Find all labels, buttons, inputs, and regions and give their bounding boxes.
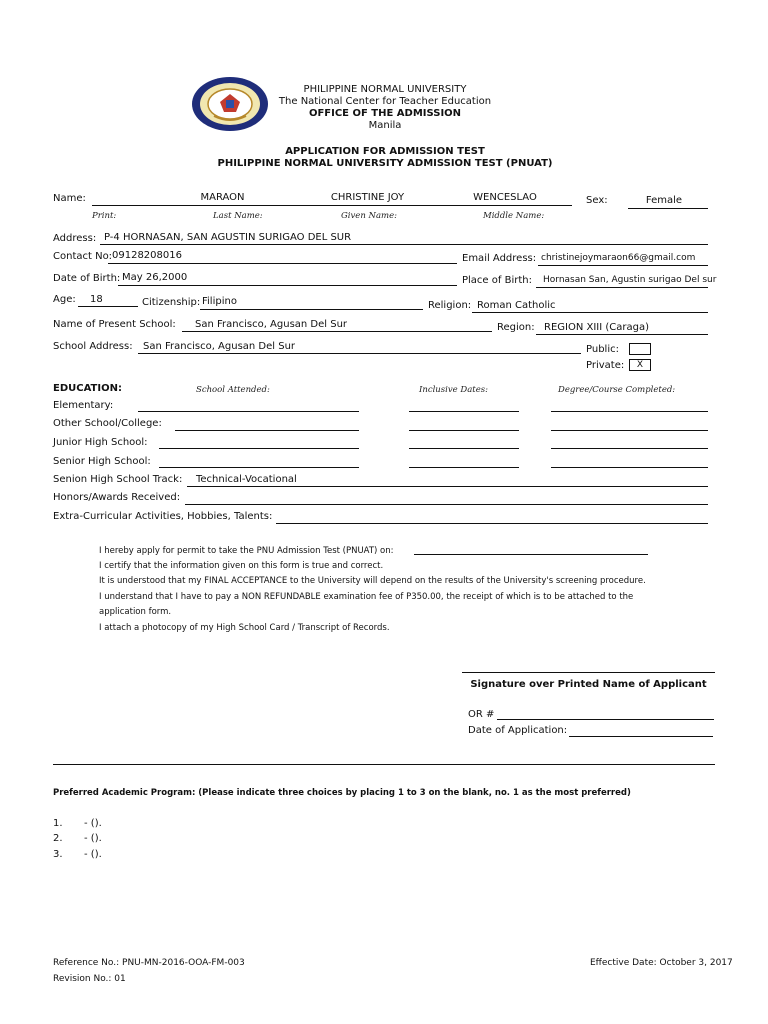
choice-text[interactable]: - (). [84,833,102,844]
education-row-label: Other School/College: [53,418,162,429]
given-name-label: Given Name: [341,211,397,221]
declaration-line: application form. [99,607,172,617]
declaration-line: I attach a photocopy of my High School Card / Transcript of Records. [99,623,390,633]
signature-label: Signature over Printed Name of Applicant [470,679,707,690]
form-title: APPLICATION FOR ADMISSION TEST [285,146,485,157]
private-label: Private: [586,360,625,371]
date-of-application-label: Date of Application: [468,725,568,736]
education-row-label: Junior High School: [53,437,148,448]
shs-track-label: Senion High School Track: [53,474,183,485]
region-label: Region: [497,322,535,333]
declaration-line: I understand that I have to pay a NON REFUNDABLE examination fee of P350.00, the receipt of which is to be attached to the [99,592,634,602]
school-value[interactable]: San Francisco, Agusan Del Sur [195,319,348,330]
age-label: Age: [53,294,76,305]
religion-value[interactable]: Roman Catholic [477,300,556,311]
form-subtitle: PHILIPPINE NORMAL UNIVERSITY ADMISSION TEST (PNUAT) [217,158,553,169]
address-label: Address: [53,233,97,244]
school-label: Name of Present School: [53,319,176,330]
choice-number: 2. [53,833,63,844]
extracurricular-label: Extra-Curricular Activities, Hobbies, Talents: [53,511,273,522]
effective-date: Effective Date: October 3, 2017 [590,958,733,968]
contact-value[interactable]: 09128208016 [112,250,182,261]
given-name-value[interactable]: CHRISTINE JOY [330,192,405,203]
revision-number: Revision No.: 01 [53,974,126,984]
name-label: Name: [53,193,86,204]
education-row-label: Senior High School: [53,456,151,467]
education-heading: EDUCATION: [53,383,122,394]
school-address-value[interactable]: San Francisco, Agusan Del Sur [143,341,296,352]
declaration-line: I hereby apply for permit to take the PNU Admission Test (PNUAT) on: [99,546,394,556]
address-value[interactable]: P-4 HORNASAN, SAN AGUSTIN SURIGAO DEL SUR [104,232,352,243]
last-name-label: Last Name: [213,211,263,221]
col-school-attended: School Attended: [196,385,270,395]
citizenship-value[interactable]: Filipino [202,296,237,307]
dob-value[interactable]: May 26,2000 [122,272,188,283]
middle-name-label: Middle Name: [483,211,545,221]
public-checkbox[interactable] [629,343,651,355]
private-checkbox[interactable]: X [629,359,651,371]
choice-number: 1. [53,818,63,829]
region-value[interactable]: REGION XIII (Caraga) [544,322,649,333]
citizenship-label: Citizenship: [142,297,201,308]
pob-label: Place of Birth: [462,275,532,286]
email-value[interactable]: christinejoymaraon66@gmail.com [541,253,696,263]
preferred-program-heading: Preferred Academic Program: (Please indicate three choices by placing 1 to 3 on the blank, no. 1 as the most preferred) [53,788,631,798]
reference-number: Reference No.: PNU-MN-2016-OOA-FM-003 [53,958,245,968]
or-number-label: OR # [468,709,495,720]
sex-value[interactable]: Female [645,195,683,206]
choice-text[interactable]: - (). [84,849,102,860]
choice-number: 3. [53,849,63,860]
shs-track-value[interactable]: Technical-Vocational [196,474,297,485]
sex-label: Sex: [586,195,608,206]
public-label: Public: [586,344,619,355]
col-inclusive-dates: Inclusive Dates: [419,385,488,395]
education-row-label: Elementary: [53,400,114,411]
city-name: Manila [368,120,402,131]
office-name: OFFICE OF THE ADMISSION [308,108,462,119]
declaration-line: It is understood that my FINAL ACCEPTANCE to the University will depend on the results of the University's screening procedure. [99,576,646,586]
contact-label: Contact No: [53,251,113,262]
age-value[interactable]: 18 [90,294,103,305]
dob-label: Date of Birth: [53,273,121,284]
declaration-line: I certify that the information given on this form is true and correct. [99,561,384,571]
university-name: PHILIPPINE NORMAL UNIVERSITY [303,84,467,95]
religion-label: Religion: [428,300,472,311]
university-seal [190,76,270,132]
honors-label: Honors/Awards Received: [53,492,181,503]
print-label: Print: [92,211,117,221]
university-subtitle: The National Center for Teacher Education [278,96,492,107]
middle-name-value[interactable]: WENCESLAO [473,192,537,203]
col-degree-completed: Degree/Course Completed: [558,385,676,395]
school-address-label: School Address: [53,341,133,352]
email-label: Email Address: [462,253,537,264]
choice-text[interactable]: - (). [84,818,102,829]
last-name-value[interactable]: MARAON [200,192,245,203]
pob-value[interactable]: Hornasan San, Agustin surigao Del sur [543,275,717,285]
